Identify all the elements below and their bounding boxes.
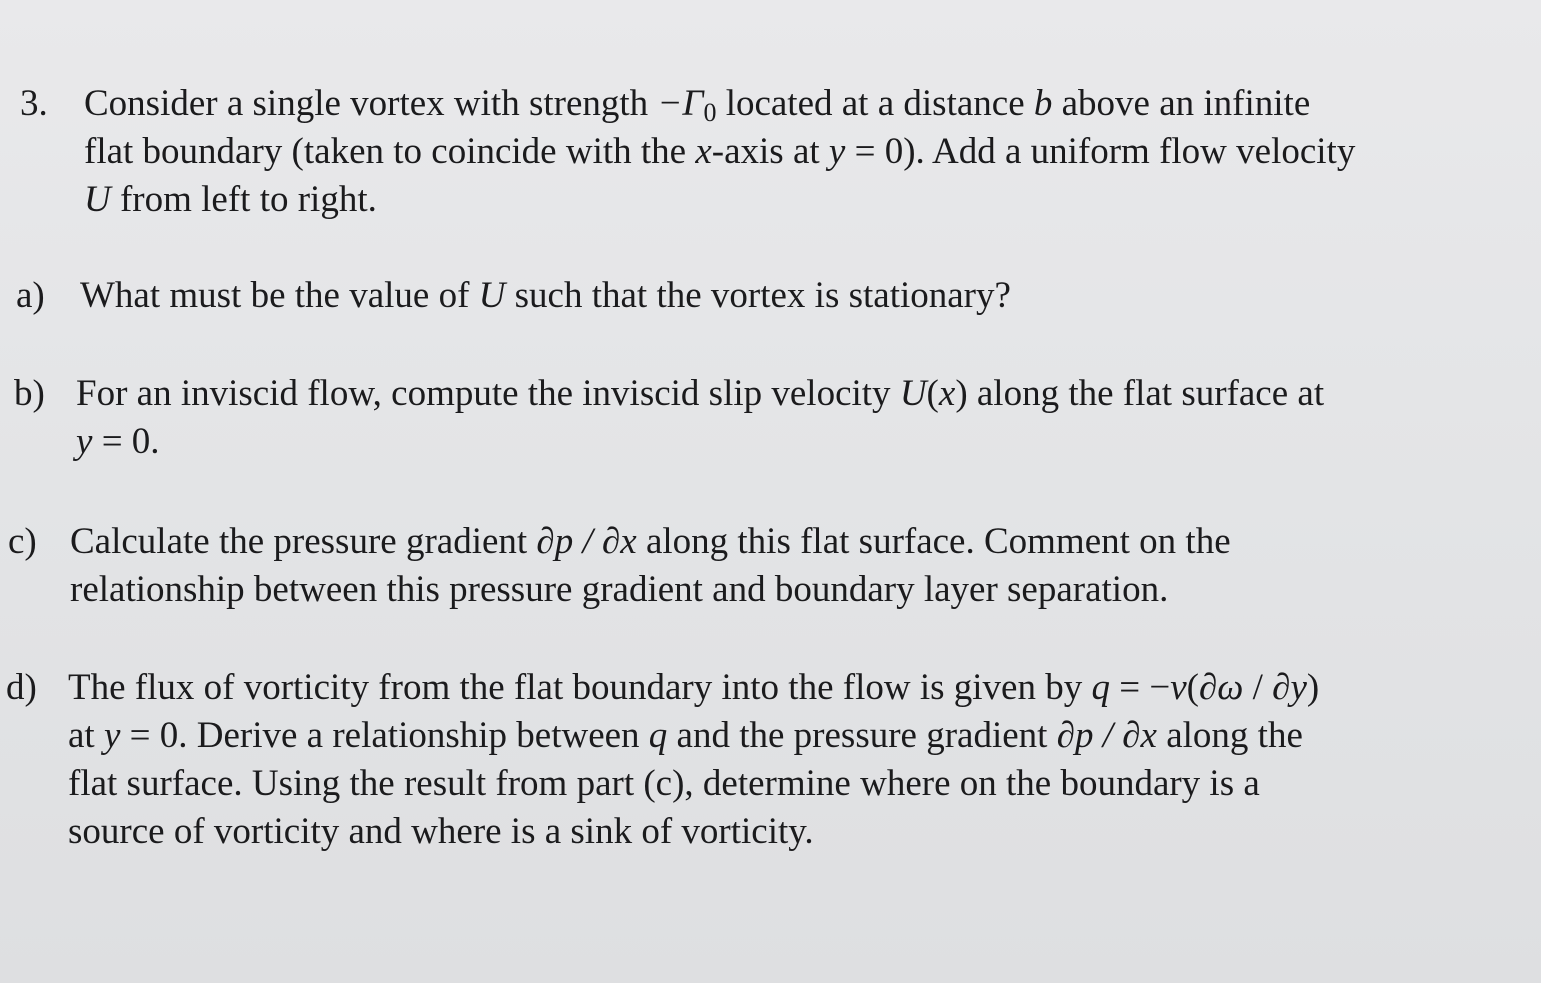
math-symbol: ∂p / ∂x xyxy=(536,521,637,562)
problem-line: U from left to right. xyxy=(84,179,377,220)
math-symbol: U xyxy=(478,275,506,316)
math-symbol: y xyxy=(103,715,121,756)
math-symbol: ν xyxy=(1170,667,1187,708)
part-label: d) xyxy=(6,667,37,708)
part-line: The flux of vorticity from the flat boundary into the flow is given by q = −ν(∂ω / ∂y) xyxy=(68,667,1320,708)
part-text xyxy=(68,664,1319,856)
part-label: b) xyxy=(14,373,45,414)
part-text xyxy=(70,518,1231,614)
math-symbol: ∂p / ∂x xyxy=(1056,715,1157,756)
part-line: For an inviscid flow, compute the inviscid slip velocity U(x) along the flat surface at xyxy=(76,373,1325,414)
part-line: relationship between this pressure gradient and boundary layer separation. xyxy=(70,569,1169,610)
math-symbol: ω xyxy=(1217,667,1244,708)
part-text xyxy=(80,272,1011,320)
problem-number: 3. xyxy=(20,83,48,124)
math-symbol: U xyxy=(84,179,111,220)
math-symbol: x xyxy=(938,373,956,414)
math-symbol: U xyxy=(899,373,927,414)
problem-line: flat boundary (taken to coincide with the x-axis at y = 0). Add a uniform flow velocity xyxy=(84,131,1356,172)
problem-statement xyxy=(84,80,1355,224)
math-symbol: −Γ xyxy=(657,83,704,124)
math-symbol: q xyxy=(648,715,668,756)
math-symbol: x xyxy=(695,131,712,172)
part-line: Calculate the pressure gradient ∂p / ∂x along this flat surface. Comment on the xyxy=(70,521,1231,562)
part-line: flat surface. Using the result from part (c), determine where on the boundary is a xyxy=(68,763,1260,804)
math-symbol: y xyxy=(1290,667,1307,708)
part-line: What must be the value of U such that the vortex is stationary? xyxy=(80,275,1011,316)
math-symbol: q xyxy=(1091,667,1110,708)
math-symbol: y xyxy=(828,131,846,172)
part-line: source of vorticity and where is a sink of vorticity. xyxy=(68,811,814,852)
math-symbol: y xyxy=(76,421,93,462)
part-label: c) xyxy=(8,521,37,562)
part-line: y = 0. xyxy=(76,421,160,462)
part-text xyxy=(76,370,1324,466)
math-subscript: 0 xyxy=(703,98,717,127)
problem-line: Consider a single vortex with strength $-\Gamma_0$ located at a distance b above an infinite xyxy=(84,83,1311,127)
part-line: at y = 0. Derive a relationship between q and the pressure gradient ∂p / ∂x along the xyxy=(68,715,1303,756)
math-symbol: b xyxy=(1033,83,1053,124)
part-label: a) xyxy=(16,275,45,316)
